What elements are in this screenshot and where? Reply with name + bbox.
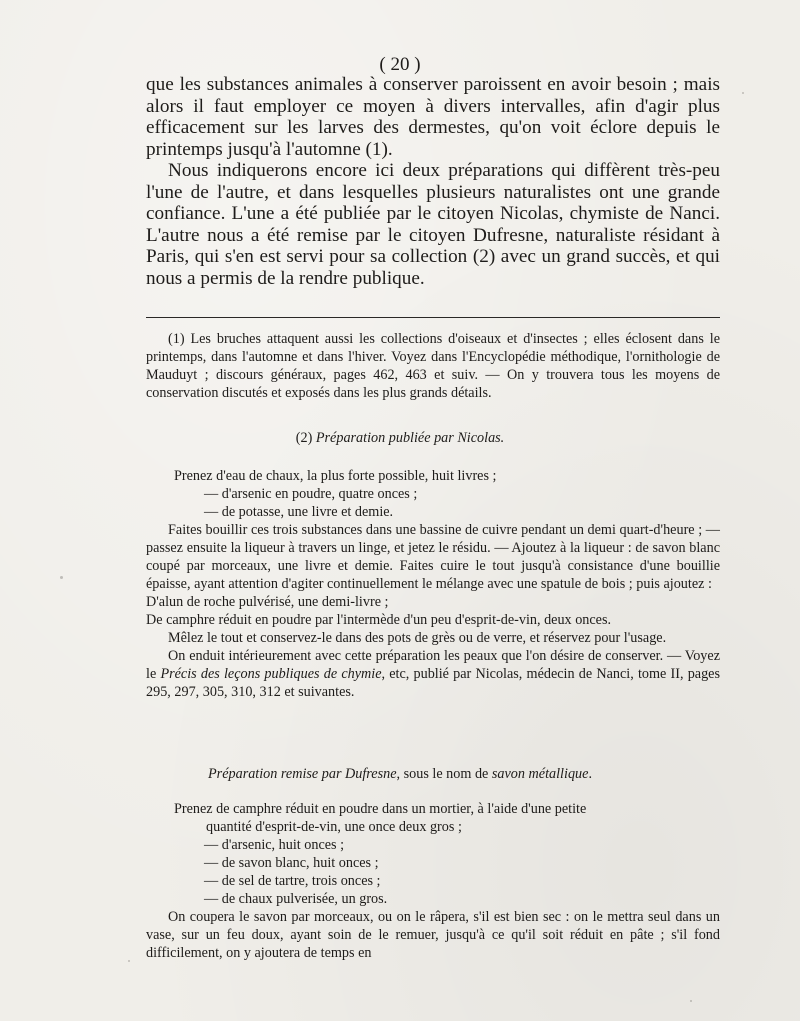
recipe-nicolas-usage <box>146 647 720 701</box>
recipe-nicolas-mixing: Mêlez le tout et conservez-le dans des pots de grès ou de verre, et réservez pour l'usage. <box>168 630 667 646</box>
recipe-nicolas-book-title: Précis des leçons publiques de chymie <box>160 666 382 682</box>
paper-speck <box>60 576 63 579</box>
recipe-nicolas-usage-text: , etc, publié par Nicolas, médecin de Nanci, tome II, pages 295, 297, 305, 310, 312 et suivantes. <box>146 666 720 700</box>
recipe-dufresne-heading-part: , sous le nom de <box>396 766 492 782</box>
recipe-dufresne-heading-part: Préparation remise par Dufresne <box>208 766 397 782</box>
recipe-nicolas-alun: D'alun de roche pulvérisé, une demi-livre ; <box>146 594 389 610</box>
recipe-nicolas-lead: Prenez d'eau de chaux, la plus forte possible, huit livres ; <box>174 468 497 484</box>
recipe-nicolas <box>146 467 720 701</box>
recipe-dufresne-instructions: On coupera le savon par morceaux, ou on le râpera, s'il est bien sec : on le mettra seul dans un vase, sur un feu doux, ayant soin de le remuer, jusqu'à ce qu'il soit réduit en pâte ; s'il fond difficilement, on y ajoutera de temps en <box>146 909 720 961</box>
recipe-dufresne-heading-part: savon métallique <box>491 766 589 782</box>
recipe-dufresne-lead-cont: quantité d'esprit-de-vin, une once deux gros ; <box>206 819 462 835</box>
page-number: ( 20 ) <box>379 54 421 75</box>
paper-speck <box>690 1000 692 1002</box>
recipe-nicolas-instructions: Faites bouillir ces trois substances dans une bassine de cuivre pendant un demi quart-d'heure ; — passez ensuite la liqueur à travers un linge, et jetez le résidu. — Ajoutez à la liqueur : de savon blanc coupé par morceaux, une livre et demie. Faites cuire le tout jusqu'à consistance d'une bouillie épaisse, ayant attention d'agiter continuellement le mélange avec une spatule de bois ; puis ajoutez : <box>146 522 720 592</box>
recipe-dufresne-item: — d'arsenic, huit onces ; <box>204 837 345 853</box>
recipe-nicolas-camphre: De camphre réduit en poudre par l'intermède d'un peu d'esprit-de-vin, deux onces. <box>146 612 612 628</box>
footnote-2-marker: (2) <box>295 430 313 446</box>
recipe-dufresne-item: — de savon blanc, huit onces ; <box>204 855 379 871</box>
recipe-nicolas-item: — d'arsenic en poudre, quatre onces ; <box>204 486 418 502</box>
recipe-nicolas-usage-text: On enduit intérieurement avec cette préparation les peaux que l'on désire de conserver. — Voyez le <box>146 648 720 682</box>
paper-speck <box>128 960 130 962</box>
recipe-dufresne <box>146 800 720 962</box>
footnote-divider <box>146 317 720 318</box>
recipe-dufresne-item: — de sel de tartre, trois onces ; <box>204 873 381 889</box>
footnote-2-heading <box>0 430 800 447</box>
recipe-dufresne-heading-part: . <box>588 766 592 782</box>
recipe-dufresne-heading <box>0 766 800 783</box>
main-paragraph-2: Nous indiquerons encore ici deux préparations qui diffèrent très-peu l'une de l'autre, et dans lesquelles plusieurs naturalistes ont une grande confiance. L'une a été publiée par le citoyen Nicolas, chymiste de Nanci. L'autre nous a été remise par le citoyen Dufresne, naturaliste résidant à Paris, qui s'en est servi pour sa collection (2) avec un grand succès, et qui nous a permis de la rendre publique. <box>146 160 720 289</box>
main-text <box>146 74 720 289</box>
footnote-2-title: Préparation publiée par Nicolas. <box>315 430 505 446</box>
recipe-dufresne-item: — de chaux pulverisée, un gros. <box>204 891 388 907</box>
recipe-dufresne-lead: Prenez de camphre réduit en poudre dans un mortier, à l'aide d'une petite <box>174 801 587 817</box>
paper-speck <box>742 92 744 94</box>
recipe-nicolas-item: — de potasse, une livre et demie. <box>204 504 394 520</box>
main-paragraph-1: que les substances animales à conserver paroissent en avoir besoin ; mais alors il faut employer ce moyen à divers intervalles, afin d'agir plus efficacement sur les larves des dermestes, qu'on voit éclore depuis le printemps jusqu'à l'automne (1). <box>146 74 720 160</box>
footnote-1-text: (1) Les bruches attaquent aussi les collections d'oiseaux et d'insectes ; elles éclosent dans le printemps, dans l'automne et dans l'hiver. Voyez dans l'Encyclopédie méthodique, l'ornithologie de Mauduyt ; discours généraux, pages 462, 463 et suiv. — On y trouvera tous les moyens de conservation discutés et exposés dans les plus grands détails. <box>146 331 720 401</box>
footnote-1 <box>146 330 720 402</box>
